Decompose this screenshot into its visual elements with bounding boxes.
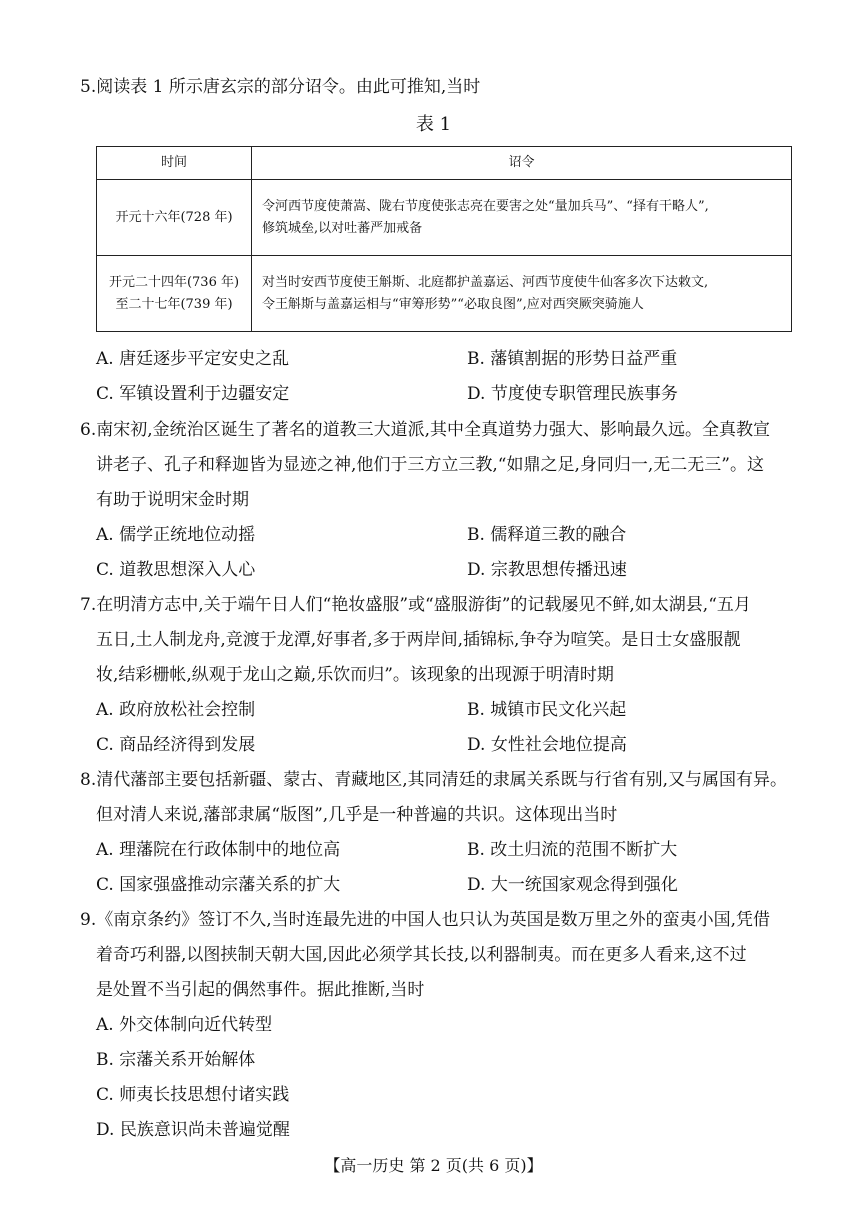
q6-stem-line: 讲老子、孔子和释迦皆为显迹之神,他们于三方立三教,“如鼎之足,身同归一,无二无三”。这 — [96, 455, 764, 475]
q5-stem: 5.阅读表 1 所示唐玄宗的部分诏令。由此可推知,当时 — [80, 77, 481, 97]
table-cell-decree — [252, 256, 792, 332]
q6-option-d: D. 宗教思想传播迅速 — [467, 560, 627, 580]
q7-stem-line: 妆,结彩栅帐,纵观于龙山之巅,乐饮而归”。该现象的出现源于明清时期 — [96, 665, 614, 685]
q9-stem-line: 是处置不当引起的偶然事件。据此推断,当时 — [96, 980, 425, 1000]
table-header-time: 时间 — [97, 147, 252, 180]
cell-line: 至二十七年(739 年) — [115, 296, 233, 312]
q8-option-c: C. 国家强盛推动宗藩关系的扩大 — [96, 875, 341, 895]
q8-option-b: B. 改土归流的范围不断扩大 — [467, 840, 678, 860]
table-row — [97, 256, 792, 332]
q7-option-d: D. 女性社会地位提高 — [467, 735, 627, 755]
q9-stem-line: 着奇巧利器,以图挟制天朝大国,因此必须学其长技,以利器制夷。而在更多人看来,这不过 — [96, 945, 747, 965]
table-cell-time — [97, 256, 252, 332]
table-cell-time — [97, 180, 252, 256]
table-header-row — [97, 147, 792, 180]
cell-line: 对当时安西节度使王斛斯、北庭都护盖嘉运、河西节度使牛仙客多次下达敕文, — [262, 274, 709, 290]
q6-stem-line: 有助于说明宋金时期 — [96, 490, 249, 510]
q7-option-a: A. 政府放松社会控制 — [96, 700, 256, 720]
q5-option-c: C. 军镇设置利于边疆安定 — [96, 384, 290, 404]
q6-stem-line: 6.南宋初,金统治区诞生了著名的道教三大道派,其中全真道势力强大、影响最久远。全真教宣 — [80, 420, 771, 440]
q5-option-a: A. 唐廷逐步平定安史之乱 — [96, 349, 290, 369]
q8-option-a: A. 理藩院在行政体制中的地位高 — [96, 840, 341, 860]
q8-stem-line: 8.清代藩部主要包括新疆、蒙古、青藏地区,其同清廷的隶属关系既与行省有别,又与属国有异。 — [80, 770, 788, 790]
q7-option-b: B. 城镇市民文化兴起 — [467, 700, 627, 720]
q9-stem-line: 9.《南京条约》签订不久,当时连最先进的中国人也只认为英国是数万里之外的蛮夷小国,凭借 — [80, 910, 771, 930]
q7-stem-line: 五日,土人制龙舟,竞渡于龙潭,好事者,多于两岸间,插锦标,争夺为喧笑。是日士女盛服靓 — [96, 630, 741, 650]
q8-option-d: D. 大一统国家观念得到强化 — [467, 875, 678, 895]
q6-option-b: B. 儒释道三教的融合 — [467, 525, 627, 545]
table-cell-decree — [252, 180, 792, 256]
cell-line: 令河西节度使萧嵩、陇右节度使张志亮在要害之处“量加兵马”、“择有干略人”, — [262, 198, 709, 214]
decree-table — [96, 146, 792, 332]
cell-line: 开元十六年(728 年) — [115, 209, 233, 225]
q9-option-c: C. 师夷长技思想付诸实践 — [96, 1085, 290, 1105]
q7-option-c: C. 商品经济得到发展 — [96, 735, 256, 755]
table-row — [97, 180, 792, 256]
table-header-decree: 诏令 — [252, 147, 792, 180]
cell-line: 令王斛斯与盖嘉运相与“审筹形势”“必取良图”,应对西突厥突骑施人 — [262, 296, 644, 312]
q9-option-b: B. 宗藩关系开始解体 — [96, 1050, 256, 1070]
q7-stem-line: 7.在明清方志中,关于端午日人们“艳妆盛服”或“盛服游街”的记载屡见不鲜,如太湖县,“五月 — [80, 595, 751, 615]
table-caption: 表 1 — [415, 114, 452, 135]
q9-option-a: A. 外交体制向近代转型 — [96, 1015, 273, 1035]
cell-line: 修筑城垒,以对吐蕃严加戒备 — [262, 220, 423, 236]
q5-option-d: D. 节度使专职管理民族事务 — [467, 384, 678, 404]
q6-option-c: C. 道教思想深入人心 — [96, 560, 256, 580]
q9-option-d: D. 民族意识尚未普遍觉醒 — [96, 1120, 290, 1140]
q5-option-b: B. 藩镇割据的形势日益严重 — [467, 349, 678, 369]
q8-stem-line: 但对清人来说,藩部隶属“版图”,几乎是一种普遍的共识。这体现出当时 — [96, 805, 618, 825]
page-footer: 【高一历史 第 2 页(共 6 页)】 — [324, 1156, 543, 1175]
q6-option-a: A. 儒学正统地位动摇 — [96, 525, 256, 545]
cell-line: 开元二十四年(736 年) — [108, 274, 240, 290]
